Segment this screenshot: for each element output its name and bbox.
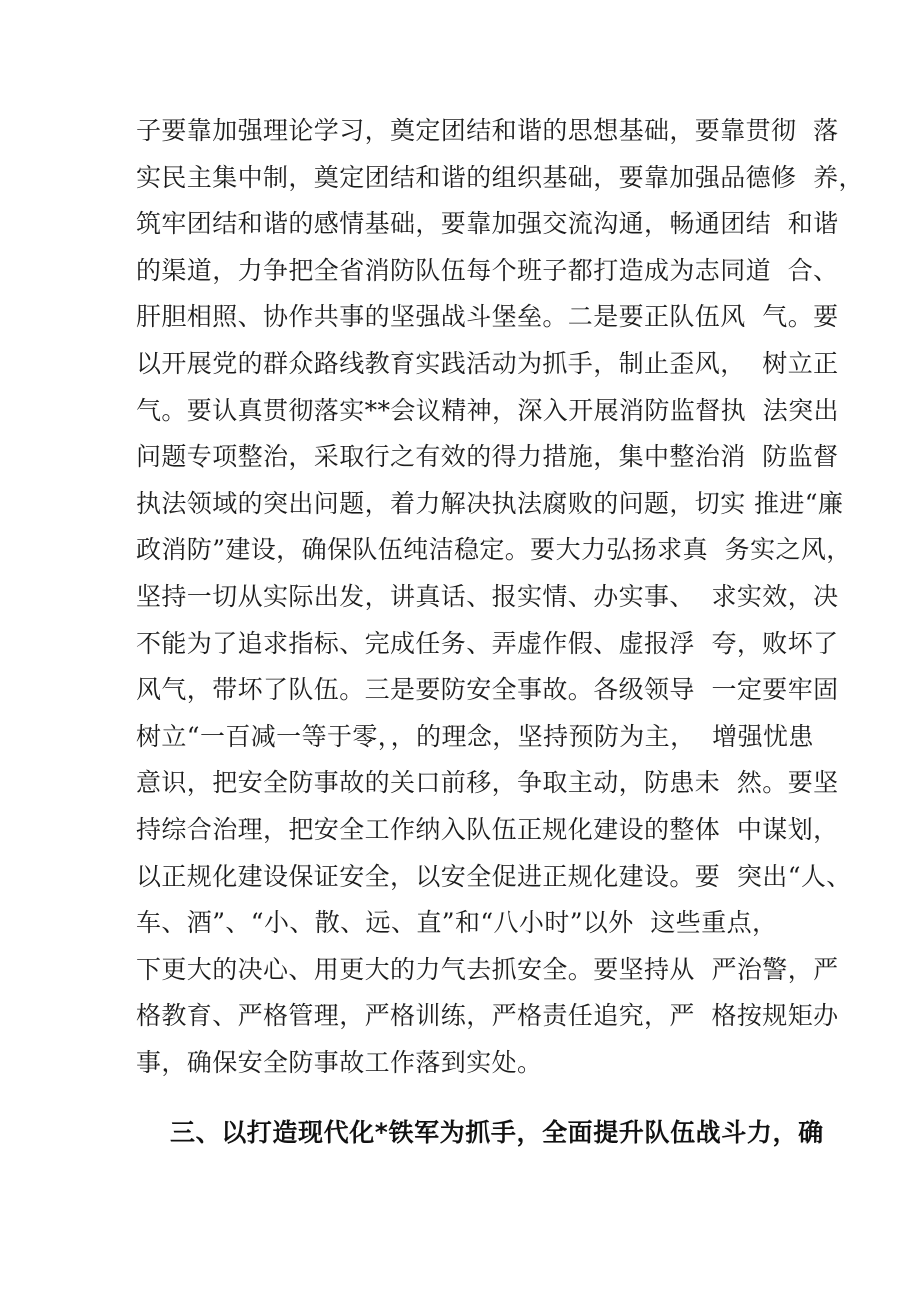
section-heading: 三、以打造现代化*铁军为抓手，全面提升队伍战斗力，确 xyxy=(170,1118,824,1147)
text-line: 问题专项整治，采取行之有效的得力措施，集中整治消 防监督 xyxy=(136,442,839,472)
text-line: 以开展党的群众路线教育实践活动为抓手，制止歪风， 树立正 xyxy=(136,348,839,378)
text-line: 筑牢团结和谐的感情基础，要靠加强交流沟通，畅通团结 和谐 xyxy=(136,209,839,239)
text-line: 风气，带坏了队伍。三是要防安全事故。各级领导 一定要牢固 xyxy=(136,675,839,705)
text-line: 肝胆相照、协作共事的坚强战斗堡垒。二是要正队伍风 气。要 xyxy=(136,302,839,332)
text-line: 车、酒”、“小、散、远、直”和“八小时”以外 这些重点， xyxy=(136,908,778,938)
text-line: 持综合治理，把安全工作纳入队伍正规化建设的整体 中谋划， xyxy=(136,814,839,844)
text-line: 以正规化建设保证安全，以安全促进正规化建设。要 突出“人、 xyxy=(136,861,852,891)
body-paragraph xyxy=(136,108,864,1086)
text-line: 执法领域的突出问题，着力解决执法腐败的问题，切实 推进“廉 xyxy=(136,488,844,518)
text-line: 坚持一切从实际出发，讲真话、报实情、办实事、 求实效，决 xyxy=(136,581,839,611)
text-line: 的渠道，力争把全省消防队伍每个班子都打造成为志同道 合、 xyxy=(136,255,839,285)
text-line: 树立“一百减一等于零，，的理念，坚持预防为主， 增强忧患 xyxy=(136,721,814,751)
text-line: 子要靠加强理论学习，奠定团结和谐的思想基础，要靠贯彻 落 xyxy=(136,116,839,145)
text-line: 事，确保安全防事故工作落到实处。 xyxy=(136,1047,543,1077)
text-line: 政消防”建设，确保队伍纯洁稳定。要大力弘扬求真 务实之风， xyxy=(136,535,852,565)
text-line: 下更大的决心、用更大的力气去抓安全。要坚持从 严治警，严 xyxy=(136,954,839,984)
text-line: 意识，把安全防事故的关口前移，争取主动，防患未 然。要坚 xyxy=(136,768,839,798)
text-line: 气。要认真贯彻落实**会议精神，深入开展消防监督执 法突出 xyxy=(136,395,839,425)
text-line: 格教育、严格管理，严格训练，严格责任追究，严 格按规矩办 xyxy=(136,1001,839,1031)
text-line: 不能为了追求指标、完成任务、弄虚作假、虚报浮 夸，败坏了 xyxy=(136,628,839,658)
text-line: 实民主集中制，奠定团结和谐的组织基础，要靠加强品德修 养， xyxy=(136,162,864,192)
